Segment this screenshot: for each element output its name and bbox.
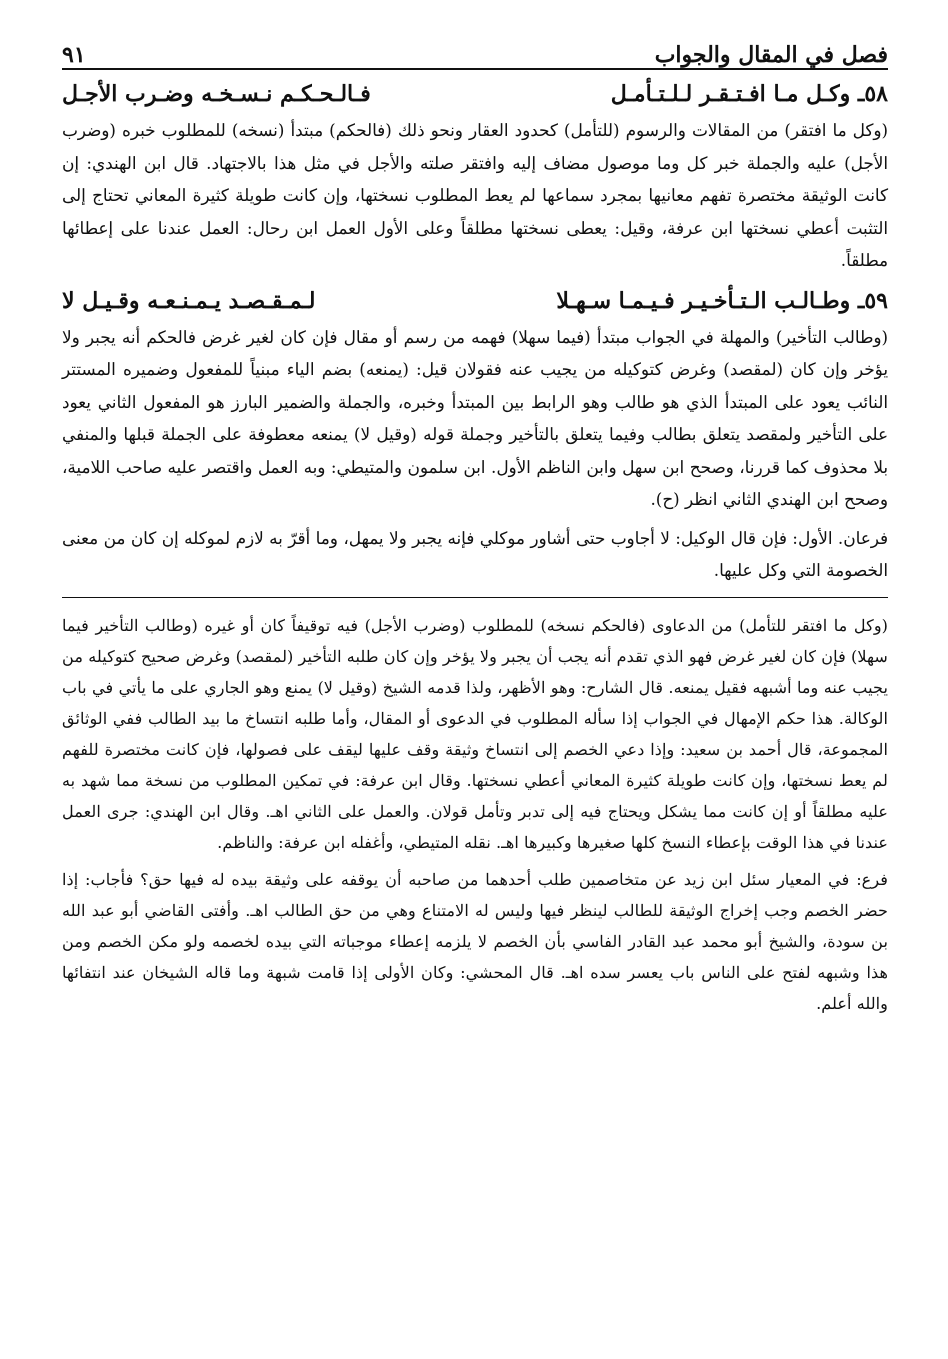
page-number: ٩١ (62, 42, 86, 68)
commentary-58: (وكل ما افتقر) من المقالات والرسوم (للتأمل) كحدود العقار ونحو ذلك (فالحكم) مبتدأ (نسخه) للمطلوب خبره (وضرب الأجل) عليه والجملة خبر كل وما موصول مضاف إليه وافتقر صلته والأجل في مثل هذا بالاجتهاد. قال ابن الهندي: إن كانت الوثيقة مختصرة تفهم معانيها بمجرد سماعها لم يعط المطلوب نسختها، وإن كانت طويلة كثيرة المعاني تحتاج إلى التثبت أعطي نسختها ابن عرفة، وقيل: يعطى نسختها مطلقاً وعلى الأول العمل ابن رحال: العمل عندنا على إعطائها مطلقاً. (62, 120, 888, 270)
verse-59 (62, 281, 888, 321)
footnote-paragraph-1: (وكل ما افتقر للتأمل) من الدعاوى (فالحكم نسخه) للمطلوب (وضرب الأجل) فيه توقيفاً كان أو غيره (وطالب التأخير فيما سهلا) فإن كان لغير غرض فهو الذي تقدم أنه يجب أن يجبر ولا يؤخر وإن كان طلبه التأخير (لمقصد) وغرض صحيح كتوكيله من يجيب عنه وما أشبهه فقيل يمنعه. قال الشارح: وهو الأظهر، ولذا قدمه الشيخ (وقيل لا) يمنع وهو الجاري على ما يأتي في باب الوكالة. هذا حكم الإمهال في الجواب إذا سأله المطلوب في الدعوى أو المقال، وأما طلبه انتساخ ما بيد الطالب ففي الوثائق المجموعة، قال أحمد بن سعيد: وإذا دعي الخصم إلى انتساخ وثيقة وقف عليها ليقف على فصولها، فإن كانت مختصرة للفهم لم يعط نسختها، وإن كانت طويلة كثيرة المعاني أعطي نسختها. وقال ابن عرفة: في تمكين المطلوب من نسخة مما شهد به عليه مطلقاً أو إن كانت مما يشكل ويحتاج فيه إلى تدبر وتأمل قولان. والعمل على الثاني اهـ. وقال ابن الهندي: جرى العمل عندنا في هذا الوقت بإعطاء النسخ كلها صغيرها وكبيرها اهـ. نقله المتيطي، وأغفله ابن عرفة: والناظم. (62, 615, 888, 852)
verse-58-hemistich-1: ٥٨ـ وكـل مـا افـتـقـر لـلـتـأمـل (610, 81, 888, 107)
page (62, 28, 888, 1019)
running-title: فصل في المقال والجواب (654, 42, 888, 68)
verse-58-hemistich-2: فـالـحـكـم نـسـخـه وضـرب الأجـل (62, 81, 371, 107)
page-header (62, 28, 888, 70)
commentary-59: (وطالب التأخير) والمهلة في الجواب مبتدأ (فيما سهلا) فهمه من رسم أو مقال فإن كان لغير غرض فالحكم أنه يجبر ولا يؤخر وإن كان (لمقصد) وغرض كتوكيله من يجيب عنه فقولان قيل: (يمنعه) بضم الياء مبنياً للمفعول وضميره المستتر النائب يعود على المبتدأ الذي هو طالب وهو الرابط بين المبتدأ وخبره، والجملة والضمير البارز هو المفعول الثاني يعود على التأخير ولمقصد يتعلق بطالب وفيما يتعلق بالتأخير وجملة قوله (وقيل لا) يمنعه معطوفة على الجملة قبلها والمنفي بلا محذوف كما قررنا، وصحح ابن سهل وابن الناظم الأول. ابن سلمون والمتيطي: وبه العمل واقتصر عليه صاحب اللامية، وصحح ابن الهندي الثاني انظر (ح). (62, 326, 888, 509)
footnote-paragraph-2: فرع: في المعيار سئل ابن زيد عن متخاصمين طلب أحدهما من صاحبه أن يوقفه على وثيقة بيده له فيها حق؟ فأجاب: إذا حضر الخصم وجب إخراج الوثيقة للطالب لينظر فيها وليس له الامتناع وهي من حق الطالب اهـ. وأفتى القاضي أبو عبد الله بن سودة، والشيخ أبو محمد عبد القادر الفاسي بأن الخصم لا يلزمه إعطاء موجباته التي بيده لخصمه ولو مكن الخصم ومن هذا وشبهه لفتح على الناس باب يعسر سده اهـ. قال المحشي: وكان الأولى إذا قامت شبهة وما قاله الشيخان عند انتفائها والله أعلم. (62, 869, 888, 1013)
verse-59-hemistich-2: لـمـقـصـد يـمـنـعـه وقـيـل لا (62, 287, 316, 314)
verse-58 (62, 74, 888, 114)
commentary-59-branches: فرعان. الأول: فإن قال الوكيل: لا أجاوب حتى أشاور موكلي فإنه يجبر ولا يمهل، وما أقرّ به لازم لموكله إن كان من معنى الخصومة التي وكل عليها. (62, 527, 888, 580)
footnote-divider (62, 597, 888, 598)
verse-59-hemistich-1: ٥٩ـ وطـالـب الـتـأخـيـر فـيـمـا سـهـلا (556, 287, 888, 314)
